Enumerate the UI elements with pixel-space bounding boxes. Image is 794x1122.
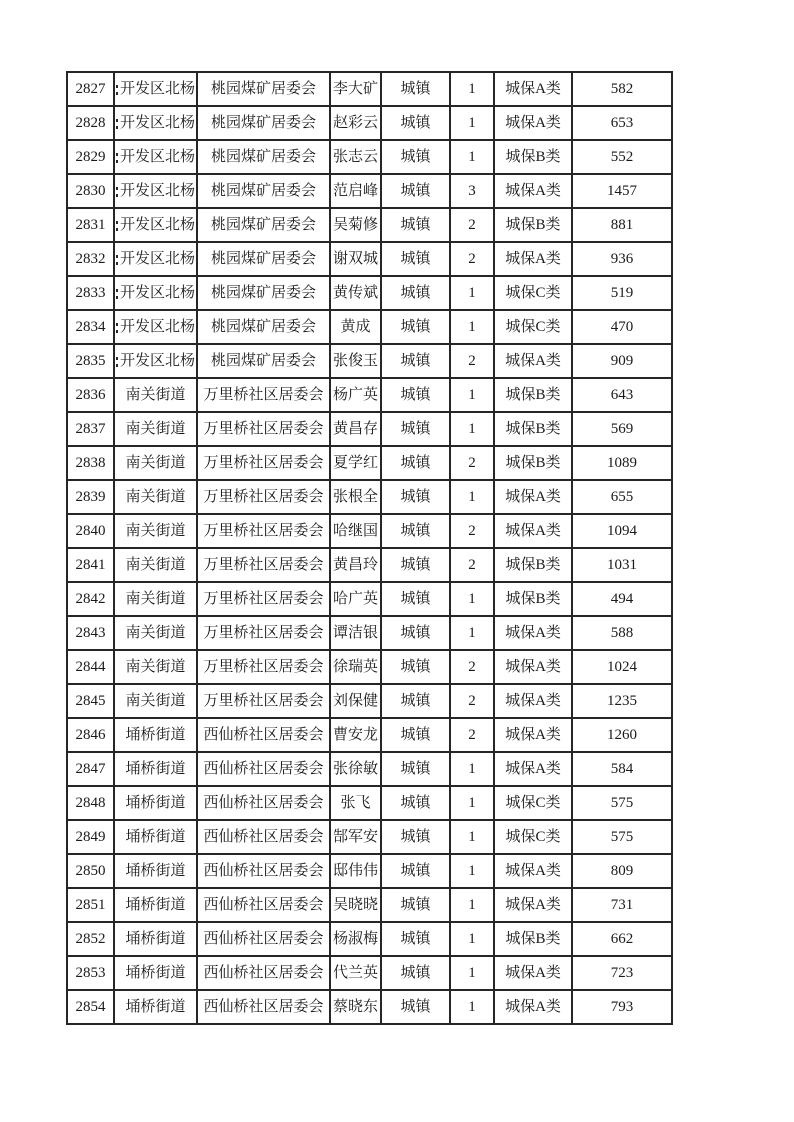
cell-person-name: 张徐敏	[330, 752, 381, 786]
cell-household-type: 城镇	[381, 276, 450, 310]
cell-household-type: 城镇	[381, 344, 450, 378]
cell-household-type: 城镇	[381, 378, 450, 412]
cell-neighborhood-committee: 万里桥社区居委会	[197, 480, 330, 514]
cell-household-type: 城镇	[381, 242, 450, 276]
cell-person-name: 邸伟伟	[330, 854, 381, 888]
cell-street-district: 南关街道	[114, 412, 197, 446]
cell-subsidy-category: 城保A类	[494, 888, 572, 922]
cell-amount: 575	[572, 786, 672, 820]
cell-serial-number: 2847	[67, 752, 114, 786]
cell-subsidy-category: 城保B类	[494, 582, 572, 616]
cell-neighborhood-committee: 桃园煤矿居委会	[197, 310, 330, 344]
cell-person-name: 徐瑞英	[330, 650, 381, 684]
cell-person-name: 吴菊修	[330, 208, 381, 242]
cell-person-count: 2	[450, 344, 494, 378]
table-row	[67, 344, 672, 378]
cell-serial-number: 2850	[67, 854, 114, 888]
cell-household-type: 城镇	[381, 820, 450, 854]
table-body	[67, 72, 672, 1024]
cell-person-count: 2	[450, 650, 494, 684]
cell-household-type: 城镇	[381, 752, 450, 786]
cell-person-count: 1	[450, 888, 494, 922]
table-row	[67, 174, 672, 208]
cell-street-district: 开发区北杨	[114, 276, 197, 310]
cell-serial-number: 2836	[67, 378, 114, 412]
cell-neighborhood-committee: 西仙桥社区居委会	[197, 820, 330, 854]
cell-subsidy-category: 城保A类	[494, 72, 572, 106]
cell-household-type: 城镇	[381, 548, 450, 582]
cell-amount: 582	[572, 72, 672, 106]
cell-person-name: 哈广英	[330, 582, 381, 616]
table-row	[67, 242, 672, 276]
cell-amount: 494	[572, 582, 672, 616]
cell-person-name: 黄昌玲	[330, 548, 381, 582]
cell-street-district: 埇桥街道	[114, 718, 197, 752]
cell-neighborhood-committee: 万里桥社区居委会	[197, 548, 330, 582]
table-row	[67, 106, 672, 140]
cell-subsidy-category: 城保A类	[494, 718, 572, 752]
cell-amount: 881	[572, 208, 672, 242]
cell-subsidy-category: 城保A类	[494, 242, 572, 276]
cell-subsidy-category: 城保B类	[494, 446, 572, 480]
cell-neighborhood-committee: 西仙桥社区居委会	[197, 752, 330, 786]
cell-person-count: 1	[450, 752, 494, 786]
cell-serial-number: 2827	[67, 72, 114, 106]
cell-amount: 662	[572, 922, 672, 956]
cell-person-count: 2	[450, 514, 494, 548]
table-row	[67, 480, 672, 514]
cell-amount: 1094	[572, 514, 672, 548]
cell-serial-number: 2837	[67, 412, 114, 446]
cell-amount: 575	[572, 820, 672, 854]
cell-neighborhood-committee: 西仙桥社区居委会	[197, 956, 330, 990]
cell-serial-number: 2846	[67, 718, 114, 752]
cell-serial-number: 2843	[67, 616, 114, 650]
cell-person-name: 赵彩云	[330, 106, 381, 140]
cell-neighborhood-committee: 万里桥社区居委会	[197, 616, 330, 650]
cell-subsidy-category: 城保A类	[494, 990, 572, 1024]
cell-person-name: 刘保健	[330, 684, 381, 718]
cell-serial-number: 2829	[67, 140, 114, 174]
cell-person-count: 2	[450, 548, 494, 582]
cell-neighborhood-committee: 万里桥社区居委会	[197, 378, 330, 412]
cell-person-name: 黄成	[330, 310, 381, 344]
cell-subsidy-category: 城保B类	[494, 208, 572, 242]
cell-amount: 809	[572, 854, 672, 888]
cell-street-district: 南关街道	[114, 378, 197, 412]
cell-street-district: 埇桥街道	[114, 888, 197, 922]
cell-person-name: 谭洁银	[330, 616, 381, 650]
cell-serial-number: 2842	[67, 582, 114, 616]
cell-person-name: 张志云	[330, 140, 381, 174]
cell-serial-number: 2854	[67, 990, 114, 1024]
cell-neighborhood-committee: 桃园煤矿居委会	[197, 106, 330, 140]
cell-household-type: 城镇	[381, 72, 450, 106]
table-row	[67, 446, 672, 480]
cell-household-type: 城镇	[381, 446, 450, 480]
cell-street-district: 埇桥街道	[114, 854, 197, 888]
cell-street-district: 开发区北杨	[114, 106, 197, 140]
cell-neighborhood-committee: 万里桥社区居委会	[197, 650, 330, 684]
benefits-table	[66, 71, 673, 1025]
cell-person-count: 1	[450, 310, 494, 344]
cell-amount: 519	[572, 276, 672, 310]
cell-street-district: 埇桥街道	[114, 922, 197, 956]
cell-person-count: 1	[450, 140, 494, 174]
cell-street-district: 南关街道	[114, 650, 197, 684]
cell-household-type: 城镇	[381, 786, 450, 820]
cell-subsidy-category: 城保A类	[494, 650, 572, 684]
cell-person-count: 1	[450, 820, 494, 854]
table-row	[67, 582, 672, 616]
cell-person-count: 1	[450, 616, 494, 650]
cell-subsidy-category: 城保B类	[494, 922, 572, 956]
cell-household-type: 城镇	[381, 514, 450, 548]
cell-amount: 1024	[572, 650, 672, 684]
cell-household-type: 城镇	[381, 480, 450, 514]
cell-household-type: 城镇	[381, 990, 450, 1024]
cell-serial-number: 2844	[67, 650, 114, 684]
cell-amount: 588	[572, 616, 672, 650]
cell-neighborhood-committee: 西仙桥社区居委会	[197, 854, 330, 888]
cell-amount: 723	[572, 956, 672, 990]
cell-person-count: 1	[450, 412, 494, 446]
cell-serial-number: 2833	[67, 276, 114, 310]
cell-neighborhood-committee: 桃园煤矿居委会	[197, 208, 330, 242]
cell-street-district: 南关街道	[114, 514, 197, 548]
cell-street-district: 埇桥街道	[114, 820, 197, 854]
cell-household-type: 城镇	[381, 718, 450, 752]
table-row	[67, 888, 672, 922]
cell-person-count: 1	[450, 786, 494, 820]
cell-household-type: 城镇	[381, 174, 450, 208]
cell-amount: 653	[572, 106, 672, 140]
cell-street-district: 开发区北杨	[114, 208, 197, 242]
cell-person-name: 张俊玉	[330, 344, 381, 378]
cell-person-name: 杨淑梅	[330, 922, 381, 956]
cell-household-type: 城镇	[381, 208, 450, 242]
cell-person-name: 谢双城	[330, 242, 381, 276]
cell-person-count: 1	[450, 72, 494, 106]
cell-subsidy-category: 城保A类	[494, 174, 572, 208]
cell-subsidy-category: 城保C类	[494, 310, 572, 344]
cell-amount: 1457	[572, 174, 672, 208]
cell-amount: 1235	[572, 684, 672, 718]
cell-person-name: 张飞	[330, 786, 381, 820]
cell-person-count: 1	[450, 956, 494, 990]
cell-subsidy-category: 城保A类	[494, 106, 572, 140]
cell-neighborhood-committee: 西仙桥社区居委会	[197, 990, 330, 1024]
table-row	[67, 140, 672, 174]
cell-amount: 655	[572, 480, 672, 514]
cell-street-district: 开发区北杨	[114, 242, 197, 276]
cell-neighborhood-committee: 西仙桥社区居委会	[197, 718, 330, 752]
cell-subsidy-category: 城保B类	[494, 412, 572, 446]
cell-street-district: 开发区北杨	[114, 174, 197, 208]
cell-serial-number: 2832	[67, 242, 114, 276]
cell-person-count: 1	[450, 990, 494, 1024]
cell-household-type: 城镇	[381, 616, 450, 650]
cell-household-type: 城镇	[381, 684, 450, 718]
cell-serial-number: 2835	[67, 344, 114, 378]
cell-street-district: 埇桥街道	[114, 956, 197, 990]
cell-street-district: 南关街道	[114, 548, 197, 582]
cell-subsidy-category: 城保A类	[494, 344, 572, 378]
cell-street-district: 开发区北杨	[114, 310, 197, 344]
cell-street-district: 南关街道	[114, 616, 197, 650]
cell-person-name: 范启峰	[330, 174, 381, 208]
cell-amount: 584	[572, 752, 672, 786]
cell-person-name: 郜军安	[330, 820, 381, 854]
table-row	[67, 72, 672, 106]
cell-person-name: 夏学红	[330, 446, 381, 480]
cell-serial-number: 2853	[67, 956, 114, 990]
cell-street-district: 开发区北杨	[114, 344, 197, 378]
cell-neighborhood-committee: 桃园煤矿居委会	[197, 344, 330, 378]
cell-person-name: 哈继国	[330, 514, 381, 548]
cell-amount: 552	[572, 140, 672, 174]
cell-neighborhood-committee: 西仙桥社区居委会	[197, 922, 330, 956]
cell-household-type: 城镇	[381, 106, 450, 140]
cell-serial-number: 2845	[67, 684, 114, 718]
cell-subsidy-category: 城保B类	[494, 378, 572, 412]
cell-person-count: 1	[450, 106, 494, 140]
cell-person-count: 2	[450, 718, 494, 752]
cell-subsidy-category: 城保A类	[494, 956, 572, 990]
document-page	[66, 71, 673, 1025]
cell-street-district: 埇桥街道	[114, 990, 197, 1024]
cell-subsidy-category: 城保A类	[494, 854, 572, 888]
table-row	[67, 718, 672, 752]
cell-neighborhood-committee: 桃园煤矿居委会	[197, 174, 330, 208]
cell-neighborhood-committee: 桃园煤矿居委会	[197, 72, 330, 106]
cell-subsidy-category: 城保A类	[494, 684, 572, 718]
cell-serial-number: 2830	[67, 174, 114, 208]
cell-person-count: 1	[450, 378, 494, 412]
cell-neighborhood-committee: 万里桥社区居委会	[197, 446, 330, 480]
table-row	[67, 514, 672, 548]
table-row	[67, 922, 672, 956]
cell-person-name: 代兰英	[330, 956, 381, 990]
cell-neighborhood-committee: 桃园煤矿居委会	[197, 140, 330, 174]
table-row	[67, 820, 672, 854]
table-row	[67, 616, 672, 650]
cell-serial-number: 2840	[67, 514, 114, 548]
cell-person-count: 2	[450, 208, 494, 242]
cell-person-count: 1	[450, 922, 494, 956]
cell-serial-number: 2839	[67, 480, 114, 514]
table-row	[67, 956, 672, 990]
table-row	[67, 208, 672, 242]
cell-serial-number: 2828	[67, 106, 114, 140]
cell-person-name: 蔡晓东	[330, 990, 381, 1024]
cell-subsidy-category: 城保B类	[494, 140, 572, 174]
table-row	[67, 650, 672, 684]
cell-serial-number: 2849	[67, 820, 114, 854]
cell-street-district: 南关街道	[114, 480, 197, 514]
cell-household-type: 城镇	[381, 956, 450, 990]
cell-household-type: 城镇	[381, 650, 450, 684]
cell-amount: 643	[572, 378, 672, 412]
cell-neighborhood-committee: 万里桥社区居委会	[197, 412, 330, 446]
cell-subsidy-category: 城保B类	[494, 548, 572, 582]
cell-amount: 1031	[572, 548, 672, 582]
cell-person-count: 1	[450, 480, 494, 514]
cell-serial-number: 2831	[67, 208, 114, 242]
table-row	[67, 786, 672, 820]
cell-household-type: 城镇	[381, 412, 450, 446]
cell-household-type: 城镇	[381, 922, 450, 956]
table-row	[67, 752, 672, 786]
cell-amount: 793	[572, 990, 672, 1024]
cell-neighborhood-committee: 万里桥社区居委会	[197, 582, 330, 616]
table-row	[67, 684, 672, 718]
cell-person-count: 2	[450, 242, 494, 276]
cell-neighborhood-committee: 万里桥社区居委会	[197, 684, 330, 718]
cell-street-district: 南关街道	[114, 684, 197, 718]
cell-person-count: 3	[450, 174, 494, 208]
cell-subsidy-category: 城保A类	[494, 480, 572, 514]
cell-person-name: 张根全	[330, 480, 381, 514]
cell-serial-number: 2838	[67, 446, 114, 480]
cell-subsidy-category: 城保C类	[494, 820, 572, 854]
cell-street-district: 埇桥街道	[114, 752, 197, 786]
cell-neighborhood-committee: 桃园煤矿居委会	[197, 242, 330, 276]
cell-subsidy-category: 城保C类	[494, 786, 572, 820]
cell-serial-number: 2841	[67, 548, 114, 582]
cell-household-type: 城镇	[381, 140, 450, 174]
table-row	[67, 854, 672, 888]
cell-person-count: 1	[450, 854, 494, 888]
cell-street-district: 南关街道	[114, 446, 197, 480]
cell-neighborhood-committee: 万里桥社区居委会	[197, 514, 330, 548]
cell-household-type: 城镇	[381, 310, 450, 344]
cell-person-count: 2	[450, 446, 494, 480]
cell-household-type: 城镇	[381, 854, 450, 888]
cell-serial-number: 2851	[67, 888, 114, 922]
cell-amount: 569	[572, 412, 672, 446]
cell-amount: 731	[572, 888, 672, 922]
cell-serial-number: 2848	[67, 786, 114, 820]
cell-street-district: 南关街道	[114, 582, 197, 616]
cell-person-name: 曹安龙	[330, 718, 381, 752]
cell-subsidy-category: 城保A类	[494, 752, 572, 786]
cell-person-count: 1	[450, 582, 494, 616]
cell-amount: 470	[572, 310, 672, 344]
cell-subsidy-category: 城保C类	[494, 276, 572, 310]
cell-serial-number: 2852	[67, 922, 114, 956]
cell-household-type: 城镇	[381, 582, 450, 616]
cell-neighborhood-committee: 西仙桥社区居委会	[197, 786, 330, 820]
cell-person-name: 黄昌存	[330, 412, 381, 446]
cell-subsidy-category: 城保A类	[494, 514, 572, 548]
cell-neighborhood-committee: 桃园煤矿居委会	[197, 276, 330, 310]
cell-amount: 1260	[572, 718, 672, 752]
table-row	[67, 378, 672, 412]
cell-street-district: 开发区北杨	[114, 140, 197, 174]
cell-amount: 909	[572, 344, 672, 378]
table-row	[67, 548, 672, 582]
cell-person-name: 黄传斌	[330, 276, 381, 310]
table-row	[67, 310, 672, 344]
cell-person-name: 李大矿	[330, 72, 381, 106]
table-row	[67, 412, 672, 446]
cell-person-name: 吴晓晓	[330, 888, 381, 922]
cell-street-district: 埇桥街道	[114, 786, 197, 820]
table-row	[67, 276, 672, 310]
cell-subsidy-category: 城保A类	[494, 616, 572, 650]
cell-neighborhood-committee: 西仙桥社区居委会	[197, 888, 330, 922]
cell-household-type: 城镇	[381, 888, 450, 922]
cell-person-count: 1	[450, 276, 494, 310]
cell-person-name: 杨广英	[330, 378, 381, 412]
cell-serial-number: 2834	[67, 310, 114, 344]
cell-amount: 936	[572, 242, 672, 276]
table-row	[67, 990, 672, 1024]
cell-street-district: 开发区北杨	[114, 72, 197, 106]
cell-person-count: 2	[450, 684, 494, 718]
cell-amount: 1089	[572, 446, 672, 480]
